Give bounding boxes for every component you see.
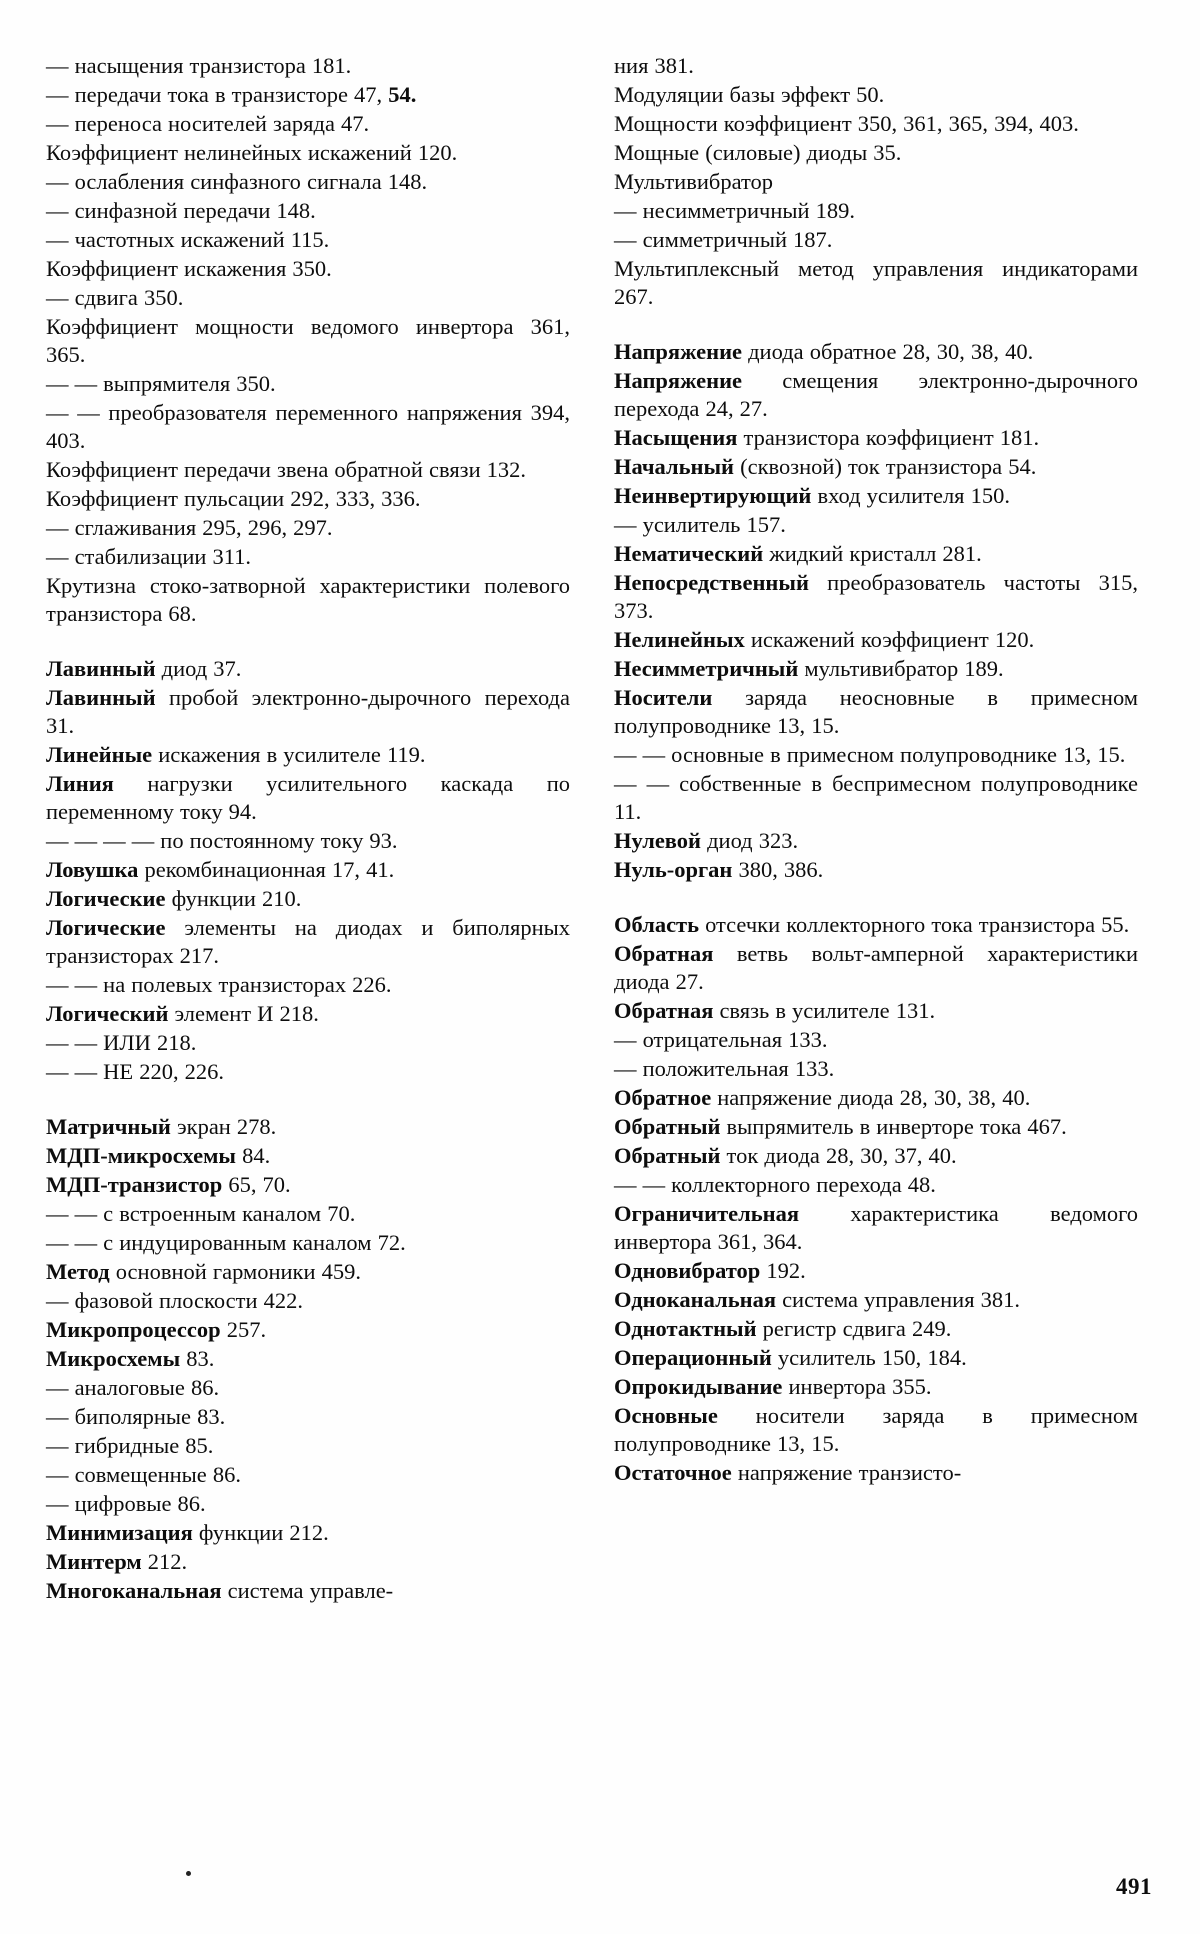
index-headword: Метод xyxy=(46,1259,110,1284)
index-headword: Обратный xyxy=(614,1114,721,1139)
index-entry: — переноса носителей заряда 47. xyxy=(46,111,370,136)
index-headword: Логические xyxy=(46,886,166,911)
index-entry: Начальный (сквозной) ток транзистора 54. xyxy=(614,454,1037,479)
index-entry: Ограничительная характеристика ведомого инвертора 361, 364. xyxy=(614,1201,1138,1254)
index-headword: Начальный xyxy=(614,454,735,479)
index-entry: Линейные искажения в усилителе 119. xyxy=(46,742,426,767)
index-headword: Нематический xyxy=(614,541,764,566)
index-entry: МДП-микросхемы 84. xyxy=(46,1143,271,1168)
index-entry: Носители заряда неосновные в примесном полупроводнике 13, 15. xyxy=(614,685,1138,738)
index-headword: Линейные xyxy=(46,742,153,767)
index-headword: Микропроцессор xyxy=(46,1317,221,1342)
index-entry: Непосредственный преобразователь частоты 315, 373. xyxy=(614,570,1138,623)
index-entry: — — с встроенным каналом 70. xyxy=(46,1201,356,1226)
index-entry: Крутизна стоко-затворной характеристики полевого транзистора 68. xyxy=(46,573,570,626)
index-entry: Напряжение диода обратное 28, 30, 38, 40. xyxy=(614,339,1034,364)
index-headword: Обратная xyxy=(614,998,714,1023)
section-gap xyxy=(614,885,1138,911)
index-entry: Коэффициент передачи звена обратной связи 132. xyxy=(46,457,527,482)
index-entry: Линия нагрузки усилительного каскада по переменному току 94. xyxy=(46,771,570,824)
index-entry: Модуляции базы эффект 50. xyxy=(614,82,885,107)
index-headword: Лавинный xyxy=(46,656,156,681)
index-entry: Обратный ток диода 28, 30, 37, 40. xyxy=(614,1143,957,1168)
index-entry: ния 381. xyxy=(614,53,694,78)
index-headword: Однотактный xyxy=(614,1316,757,1341)
index-column-right xyxy=(614,52,1138,1488)
index-entry: — — основные в примесном полупроводнике 13, 15. xyxy=(614,742,1126,767)
ink-speck xyxy=(186,1871,191,1876)
index-entry: Напряжение смещения электронно-дырочного перехода 24, 27. xyxy=(614,368,1138,421)
index-headword: Нуль-орган xyxy=(614,857,733,882)
index-headword: Несимметричный xyxy=(614,656,799,681)
index-entry: Логический элемент И 218. xyxy=(46,1001,319,1026)
index-entry: Нематический жидкий кристалл 281. xyxy=(614,541,982,566)
index-entry: — отрицательная 133. xyxy=(614,1027,828,1052)
index-entry: — — собственные в беспримесном полупроводнике 11. xyxy=(614,771,1138,824)
index-entry: — усилитель 157. xyxy=(614,512,786,537)
index-headword: Многоканальная xyxy=(46,1578,222,1603)
index-entry: Обратная связь в усилителе 131. xyxy=(614,998,936,1023)
index-entry: Нулевой диод 323. xyxy=(614,828,799,853)
index-entry: Остаточное напряжение транзисто- xyxy=(614,1460,962,1485)
index-entry: Коэффициент мощности ведомого инвертора 361, 365. xyxy=(46,314,570,367)
index-headword: Логические xyxy=(46,915,166,940)
index-headword: МДП-транзистор xyxy=(46,1172,223,1197)
index-headword: Носители xyxy=(614,685,713,710)
index-headword: Микросхемы xyxy=(46,1346,181,1371)
index-headword: Одноканальная xyxy=(614,1287,776,1312)
index-entry: — ослабления синфазного сигнала 148. xyxy=(46,169,428,194)
index-headword: Остаточное xyxy=(614,1460,732,1485)
index-entry: — — коллекторного перехода 48. xyxy=(614,1172,936,1197)
index-headword: Основные xyxy=(614,1403,718,1428)
index-entry: — сглаживания 295, 296, 297. xyxy=(46,515,333,540)
index-entry: — — на полевых транзисторах 226. xyxy=(46,972,392,997)
index-headword: Операционный xyxy=(614,1345,772,1370)
index-entry: Обратный выпрямитель в инверторе тока 467. xyxy=(614,1114,1067,1139)
index-entry: МДП-транзистор 65, 70. xyxy=(46,1172,291,1197)
index-entry: — — преобразователя переменного напряжения 394, 403. xyxy=(46,400,570,453)
index-headword: Матричный xyxy=(46,1114,171,1139)
index-headword: Минимизация xyxy=(46,1520,193,1545)
index-entry: — — — — по постоянному току 93. xyxy=(46,828,398,853)
two-column-layout xyxy=(46,52,1154,1606)
index-entry: Мультиплексный метод управления индикаторами 267. xyxy=(614,256,1138,309)
index-entry: Однотактный регистр сдвига 249. xyxy=(614,1316,952,1341)
index-headword: Нелинейных xyxy=(614,627,745,652)
index-entry: — цифровые 86. xyxy=(46,1491,206,1516)
index-entry: — совмещенные 86. xyxy=(46,1462,241,1487)
index-entry: Метод основной гармоники 459. xyxy=(46,1259,361,1284)
index-headword: Лавинный xyxy=(46,685,156,710)
index-entry: — биполярные 83. xyxy=(46,1404,226,1429)
index-headword: Обратная xyxy=(614,941,714,966)
index-entry: Логические элементы на диодах и биполярных транзисторах 217. xyxy=(46,915,570,968)
index-entry: Мощные (силовые) диоды 35. xyxy=(614,140,902,165)
index-entry: Мощности коэффициент 350, 361, 365, 394, 403. xyxy=(614,111,1079,136)
index-entry: — аналоговые 86. xyxy=(46,1375,220,1400)
index-entry: Обратная ветвь вольт-амперной характеристики диода 27. xyxy=(614,941,1138,994)
index-entry: Коэффициент нелинейных искажений 120. xyxy=(46,140,458,165)
index-headword: Обратное xyxy=(614,1085,712,1110)
index-entry: Лавинный диод 37. xyxy=(46,656,242,681)
index-entry: — сдвига 350. xyxy=(46,285,184,310)
index-column-left xyxy=(46,52,570,1606)
index-headword: Напряжение xyxy=(614,368,743,393)
index-entry: — — ИЛИ 218. xyxy=(46,1030,197,1055)
section-gap xyxy=(46,629,570,655)
index-entry: Минимизация функции 212. xyxy=(46,1520,329,1545)
index-entry: Мультивибратор xyxy=(614,169,774,194)
index-headword: Минтерм xyxy=(46,1549,142,1574)
index-entry: Область отсечки коллекторного тока транзистора 55. xyxy=(614,912,1130,937)
index-entry: — частотных искажений 115. xyxy=(46,227,330,252)
index-entry: — — выпрямителя 350. xyxy=(46,371,276,396)
index-entry: Несимметричный мультивибратор 189. xyxy=(614,656,1004,681)
index-entry: Одноканальная система управления 381. xyxy=(614,1287,1021,1312)
index-entry: Ловушка рекомбинационная 17, 41. xyxy=(46,857,395,882)
index-entry-bold-tail: 54. xyxy=(388,82,417,107)
index-entry: Опрокидывание инвертора 355. xyxy=(614,1374,932,1399)
section-gap xyxy=(614,312,1138,338)
index-entry: — стабилизации 311. xyxy=(46,544,252,569)
index-entry: Насыщения транзистора коэффициент 181. xyxy=(614,425,1040,450)
index-headword: Обратный xyxy=(614,1143,721,1168)
index-headword: Линия xyxy=(46,771,114,796)
index-headword: Насыщения xyxy=(614,425,738,450)
index-entry: — положительная 133. xyxy=(614,1056,835,1081)
index-headword: Опрокидывание xyxy=(614,1374,783,1399)
index-entry: Лавинный пробой электронно-дырочного перехода 31. xyxy=(46,685,570,738)
index-entry: — — с индуцированным каналом 72. xyxy=(46,1230,406,1255)
index-headword: МДП-микросхемы xyxy=(46,1143,236,1168)
index-entry: Операционный усилитель 150, 184. xyxy=(614,1345,967,1370)
index-headword: Ловушка xyxy=(46,857,139,882)
index-entry: — насыщения транзистора 181. xyxy=(46,53,352,78)
index-headword: Нулевой xyxy=(614,828,702,853)
index-entry: Микросхемы 83. xyxy=(46,1346,215,1371)
index-headword: Непосредственный xyxy=(614,570,809,595)
index-headword: Напряжение xyxy=(614,339,743,364)
index-headword: Одновибратор xyxy=(614,1258,761,1283)
index-entry: Основные носители заряда в примесном полупроводнике 13, 15. xyxy=(614,1403,1138,1456)
index-entry: Коэффициент пульсации 292, 333, 336. xyxy=(46,486,421,511)
index-entry: — фазовой плоскости 422. xyxy=(46,1288,303,1313)
index-entry: Микропроцессор 257. xyxy=(46,1317,267,1342)
index-entry: Нелинейных искажений коэффициент 120. xyxy=(614,627,1035,652)
index-entry: Обратное напряжение диода 28, 30, 38, 40. xyxy=(614,1085,1031,1110)
index-entry: Коэффициент искажения 350. xyxy=(46,256,332,281)
index-headword: Логический xyxy=(46,1001,169,1026)
index-entry: — синфазной передачи 148. xyxy=(46,198,316,223)
index-entry: Матричный экран 278. xyxy=(46,1114,277,1139)
index-entry: Нуль-орган 380, 386. xyxy=(614,857,824,882)
index-entry: Одновибратор 192. xyxy=(614,1258,806,1283)
index-entry: Неинвертирующий вход усилителя 150. xyxy=(614,483,1010,508)
index-entry: — передачи тока в транзисторе 47, 54. xyxy=(46,82,417,107)
index-entry: Логические функции 210. xyxy=(46,886,302,911)
index-entry: — — НЕ 220, 226. xyxy=(46,1059,225,1084)
index-entry: — несимметричный 189. xyxy=(614,198,856,223)
index-headword: Область xyxy=(614,912,700,937)
index-entry: — симметричный 187. xyxy=(614,227,833,252)
index-headword: Ограничительная xyxy=(614,1201,800,1226)
index-headword: Неинвертирующий xyxy=(614,483,812,508)
index-entry: Минтерм 212. xyxy=(46,1549,188,1574)
index-entry: — гибридные 85. xyxy=(46,1433,214,1458)
section-gap xyxy=(46,1087,570,1113)
page-number: 491 xyxy=(1116,1874,1152,1899)
index-entry: Многоканальная система управле- xyxy=(46,1578,394,1603)
